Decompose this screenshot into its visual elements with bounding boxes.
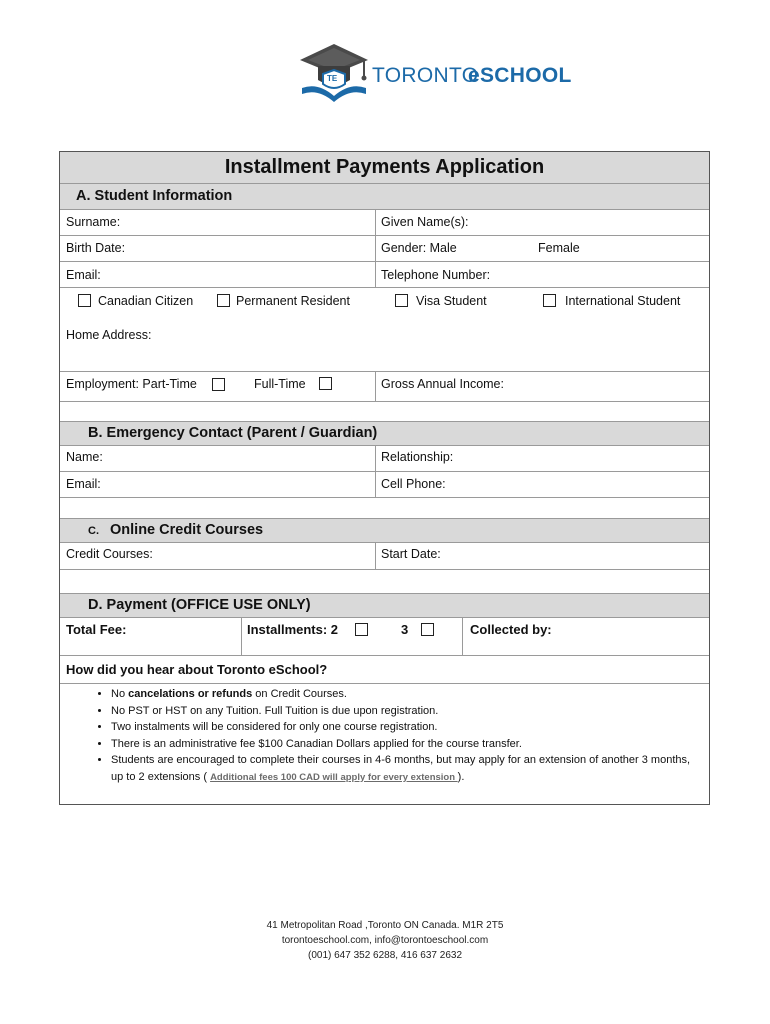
section-c-header bbox=[60, 519, 709, 543]
section-d-heading: D. Payment (OFFICE USE ONLY) bbox=[88, 597, 311, 613]
divider bbox=[462, 618, 463, 656]
international-student-label: International Student bbox=[565, 294, 681, 308]
list-item: • There is an administrative fee $100 Canadian Dollars applied for the course transfer. bbox=[111, 736, 701, 753]
gender-female-label[interactable]: Female bbox=[538, 241, 580, 255]
school-logo bbox=[298, 42, 572, 106]
row-home-address bbox=[60, 324, 709, 372]
section-d-header bbox=[60, 594, 709, 618]
footer-web[interactable]: torontoeschool.com, info@torontoeschool.com bbox=[281, 935, 489, 946]
permanent-resident-checkbox[interactable] bbox=[217, 294, 230, 307]
gender-male-label[interactable]: Gender: Male bbox=[381, 241, 457, 255]
relationship-field[interactable]: Relationship: bbox=[381, 450, 454, 464]
employment-part-time-label: Employment: Part-Time bbox=[66, 377, 197, 391]
hear-about-question[interactable]: How did you hear about Toronto eSchool? bbox=[66, 662, 328, 677]
international-student-checkbox[interactable] bbox=[543, 294, 556, 307]
email-field[interactable]: Email: bbox=[66, 268, 101, 282]
section-c-heading: Online Credit Courses bbox=[110, 522, 264, 538]
logo-word-eschool: eSCHOOL bbox=[468, 64, 572, 87]
installments-two-checkbox[interactable] bbox=[355, 623, 368, 636]
row-hear-about bbox=[60, 656, 709, 684]
contact-name-field[interactable]: Name: bbox=[66, 450, 103, 464]
canadian-citizen-label: Canadian Citizen bbox=[98, 294, 194, 308]
section-b-header bbox=[60, 422, 709, 446]
divider bbox=[375, 446, 376, 498]
visa-student-label: Visa Student bbox=[416, 294, 487, 308]
list-item: • No PST or HST on any Tuition. Full Tuition is due upon registration. bbox=[111, 703, 701, 720]
list-item: • No cancelations or refunds on Credit Courses. bbox=[111, 686, 701, 703]
collected-by-field[interactable]: Collected by: bbox=[470, 622, 552, 637]
credit-courses-field[interactable]: Credit Courses: bbox=[66, 547, 153, 561]
logo-badge-text: TE bbox=[327, 74, 338, 83]
cell-phone-field[interactable]: Cell Phone: bbox=[381, 477, 446, 491]
total-fee-field[interactable]: Total Fee: bbox=[66, 622, 127, 637]
divider bbox=[375, 210, 376, 288]
full-time-label: Full-Time bbox=[254, 377, 306, 391]
row-contact-name bbox=[60, 446, 709, 472]
divider bbox=[375, 543, 376, 570]
section-c-letter: C. bbox=[88, 525, 99, 537]
footer-phones: (001) 647 352 6288, 416 637 2632 bbox=[307, 950, 463, 961]
visa-student-checkbox[interactable] bbox=[395, 294, 408, 307]
permanent-resident-label: Permanent Resident bbox=[236, 294, 350, 308]
installments-two-label: Installments: 2 bbox=[247, 622, 339, 637]
full-time-checkbox[interactable] bbox=[319, 377, 332, 390]
row-credit-courses bbox=[60, 543, 709, 570]
divider bbox=[375, 372, 376, 402]
birth-date-field[interactable]: Birth Date: bbox=[66, 241, 126, 255]
divider bbox=[241, 618, 242, 656]
telephone-field[interactable]: Telephone Number: bbox=[381, 268, 491, 282]
installments-three-label: 3 bbox=[401, 622, 409, 637]
row-employment bbox=[60, 372, 709, 402]
spacer-row bbox=[60, 570, 709, 594]
section-a-header bbox=[60, 184, 709, 210]
canadian-citizen-checkbox[interactable] bbox=[78, 294, 91, 307]
row-contact-email bbox=[60, 472, 709, 498]
contact-email-field[interactable]: Email: bbox=[66, 477, 101, 491]
list-item: • Students are encouraged to complete their courses in 4-6 months, but may apply for an extension of another 3 months, up to 2 extensions ( Additional fees 100 CAD will apply for every extension ). bbox=[111, 752, 701, 786]
row-email bbox=[60, 262, 709, 288]
start-date-field[interactable]: Start Date: bbox=[381, 547, 441, 561]
footer bbox=[0, 918, 770, 963]
application-form bbox=[59, 151, 710, 805]
row-birth-date bbox=[60, 236, 709, 262]
home-address-field[interactable]: Home Address: bbox=[66, 328, 152, 342]
logo-word-toronto: TORONTO bbox=[372, 64, 479, 87]
installments-three-checkbox[interactable] bbox=[421, 623, 434, 636]
part-time-checkbox[interactable] bbox=[212, 378, 225, 391]
form-title: Installment Payments Application bbox=[224, 156, 545, 178]
row-surname bbox=[60, 210, 709, 236]
footer-address: 41 Metropolitan Road ,Toronto ON Canada. M1R 2T5 bbox=[266, 920, 504, 931]
spacer-row bbox=[60, 402, 709, 422]
gross-income-field[interactable]: Gross Annual Income: bbox=[381, 377, 504, 391]
surname-field[interactable]: Surname: bbox=[66, 215, 121, 229]
section-a-heading: A. Student Information bbox=[76, 188, 233, 204]
spacer-row bbox=[60, 498, 709, 519]
row-status bbox=[60, 288, 709, 324]
section-b-heading: B. Emergency Contact (Parent / Guardian) bbox=[88, 425, 378, 441]
row-payment bbox=[60, 618, 709, 656]
form-title-bar bbox=[60, 152, 709, 184]
extension-fee-link[interactable]: Additional fees 100 CAD will apply for every extension bbox=[210, 771, 458, 783]
given-names-field[interactable]: Given Name(s): bbox=[381, 215, 469, 229]
terms-list bbox=[85, 686, 701, 786]
list-item: • Two instalments will be considered for only one course registration. bbox=[111, 719, 701, 736]
